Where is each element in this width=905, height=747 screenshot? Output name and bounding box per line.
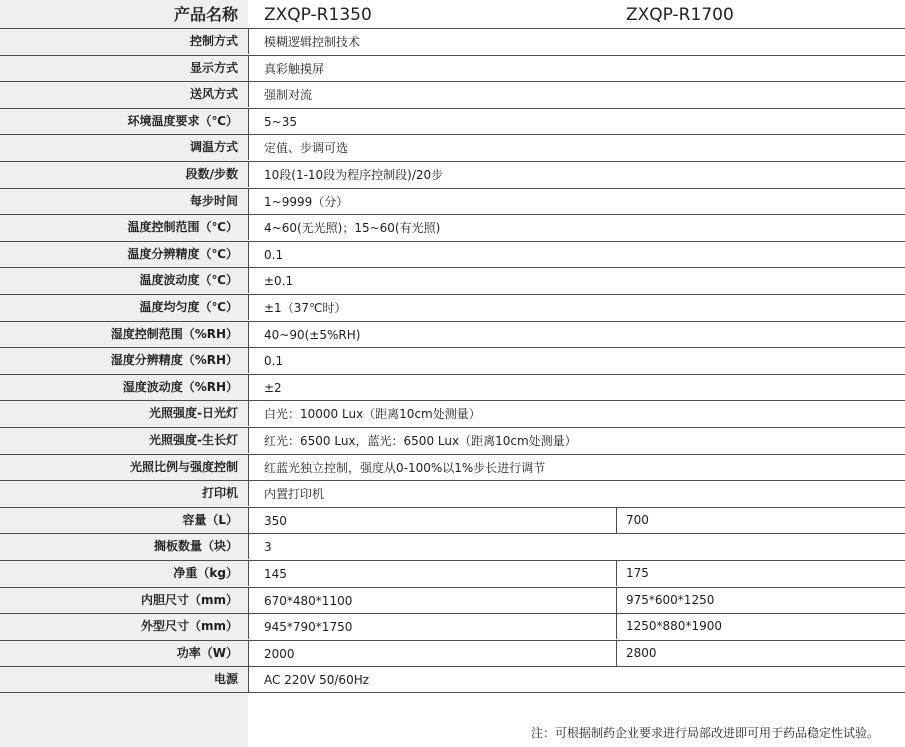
spec-row [0,188,905,214]
spec-label: 光照强度-生长灯 [149,433,238,447]
column-divider [248,428,249,453]
column-divider [248,481,249,506]
spec-row [0,214,905,240]
spec-value: 3 [264,540,272,554]
model-divider [616,508,617,533]
column-divider [248,215,249,240]
spec-row [0,480,905,506]
spec-label: 每步时间 [189,194,238,208]
spec-value: 5~35 [264,115,297,129]
spec-row [0,108,905,134]
column-divider [248,189,249,214]
spec-label: 环境温度要求（℃） [127,114,238,128]
column-divider [248,109,249,134]
column-divider [248,242,249,267]
column-divider [248,348,249,373]
column-divider [248,508,249,533]
spec-value: 模糊逻辑控制技术 [264,35,361,49]
spec-row [0,134,905,160]
model-name-2: ZXQP-R1700 [626,5,734,25]
spec-label: 温度波动度（℃） [139,273,238,287]
spec-label: 容量（L） [182,513,238,527]
column-divider [248,162,249,187]
spec-value: 定值、步调可选 [264,141,349,155]
spec-value: 40~90(±5%RH) [264,328,361,342]
column-divider [248,534,249,559]
spec-label: 温度控制范围（℃） [127,220,238,234]
spec-row [0,55,905,81]
table-header [0,0,905,28]
column-divider [248,375,249,400]
spec-value: 945*790*1750 [264,620,353,634]
spec-label: 调温方式 [189,140,238,154]
model-divider [616,614,617,639]
column-divider [248,322,249,347]
spec-label: 搁板数量（块） [153,539,238,553]
spec-row [0,81,905,107]
spec-label: 温度分辨精度（℃） [127,247,238,261]
spec-value: 1~9999（分） [264,195,349,209]
spec-label: 显示方式 [189,61,238,75]
column-divider [248,588,249,613]
column-divider [248,29,249,54]
spec-label: 温度均匀度（℃） [139,300,238,314]
spec-value-model-2: 175 [626,566,649,580]
spec-value: 0.1 [264,354,284,368]
spec-value: 真彩触摸屏 [264,62,325,76]
model-name-1: ZXQP-R1350 [264,5,372,25]
spec-row [0,241,905,267]
column-divider [248,641,249,666]
spec-label: 外型尺寸（mm） [140,619,238,633]
column-divider [248,268,249,293]
spec-row [0,161,905,187]
column-divider [248,401,249,426]
spec-row [0,400,905,426]
model-divider [616,641,617,666]
column-divider [248,135,249,160]
header-label: 产品名称 [173,5,238,24]
spec-value-model-2: 1250*880*1900 [626,619,722,633]
spec-row [0,613,905,639]
column-divider [248,614,249,639]
spec-value: AC 220V 50/60Hz [264,673,370,687]
model-divider [616,561,617,586]
column-divider [248,56,249,81]
spec-value-model-2: 700 [626,513,649,527]
spec-value: 内置打印机 [264,487,325,501]
spec-value: 强制对流 [264,88,313,102]
spec-label: 光照比例与强度控制 [129,460,238,474]
spec-value: 白光：10000 Lux（距离10cm处测量） [264,407,481,421]
spec-value-model-2: 2800 [626,646,657,660]
spec-label: 净重（kg） [173,566,238,580]
column-divider [248,295,249,320]
spec-value-model-2: 975*600*1250 [626,593,715,607]
spec-row [0,640,905,666]
spec-label: 控制方式 [189,34,238,48]
spec-value: 145 [264,567,287,581]
column-divider [248,455,249,480]
spec-row [0,507,905,533]
spec-label: 电源 [213,672,238,686]
spec-row [0,454,905,480]
spec-row [0,267,905,293]
spec-label: 湿度波动度（%RH） [122,380,238,394]
spec-label: 功率（W） [176,646,238,660]
spec-value: ±1（37℃时） [264,301,347,315]
spec-label: 送风方式 [189,87,238,101]
spec-row [0,347,905,373]
spec-row [0,294,905,320]
spec-row [0,587,905,613]
spec-label: 湿度控制范围（%RH） [110,327,238,341]
column-divider [248,82,249,107]
spec-value: ±0.1 [264,274,294,288]
spec-value: 红蓝光独立控制，强度从0-100%以1%步长进行调节 [264,461,546,475]
spec-row [0,533,905,559]
footnote: 注：可根据制药企业要求进行局部改进即可用于药品稳定性试验。 [530,726,879,740]
spec-row [0,374,905,400]
spec-value: 4~60(无光照)；15~60(有光照) [264,221,441,235]
spec-row [0,427,905,453]
column-divider [248,561,249,586]
spec-value: 0.1 [264,248,284,262]
spec-row [0,666,905,693]
spec-value: ±2 [264,381,282,395]
spec-label: 段数/步数 [185,167,238,181]
spec-row [0,321,905,347]
spec-label: 湿度分辨精度（%RH） [110,353,238,367]
spec-value: 350 [264,514,287,528]
model-divider [616,588,617,613]
spec-value: 10段(1-10段为程序控制段)/20步 [264,168,444,182]
spec-label: 内胆尺寸（mm） [140,593,238,607]
spec-value: 670*480*1100 [264,594,353,608]
spec-value: 2000 [264,647,295,661]
spec-label: 光照强度-日光灯 [149,406,238,420]
spec-row [0,28,905,54]
spec-label: 打印机 [201,486,238,500]
spec-value: 红光：6500 Lux，蓝光：6500 Lux（距离10cm处测量） [264,434,577,448]
spec-row [0,560,905,586]
column-divider [248,667,249,692]
